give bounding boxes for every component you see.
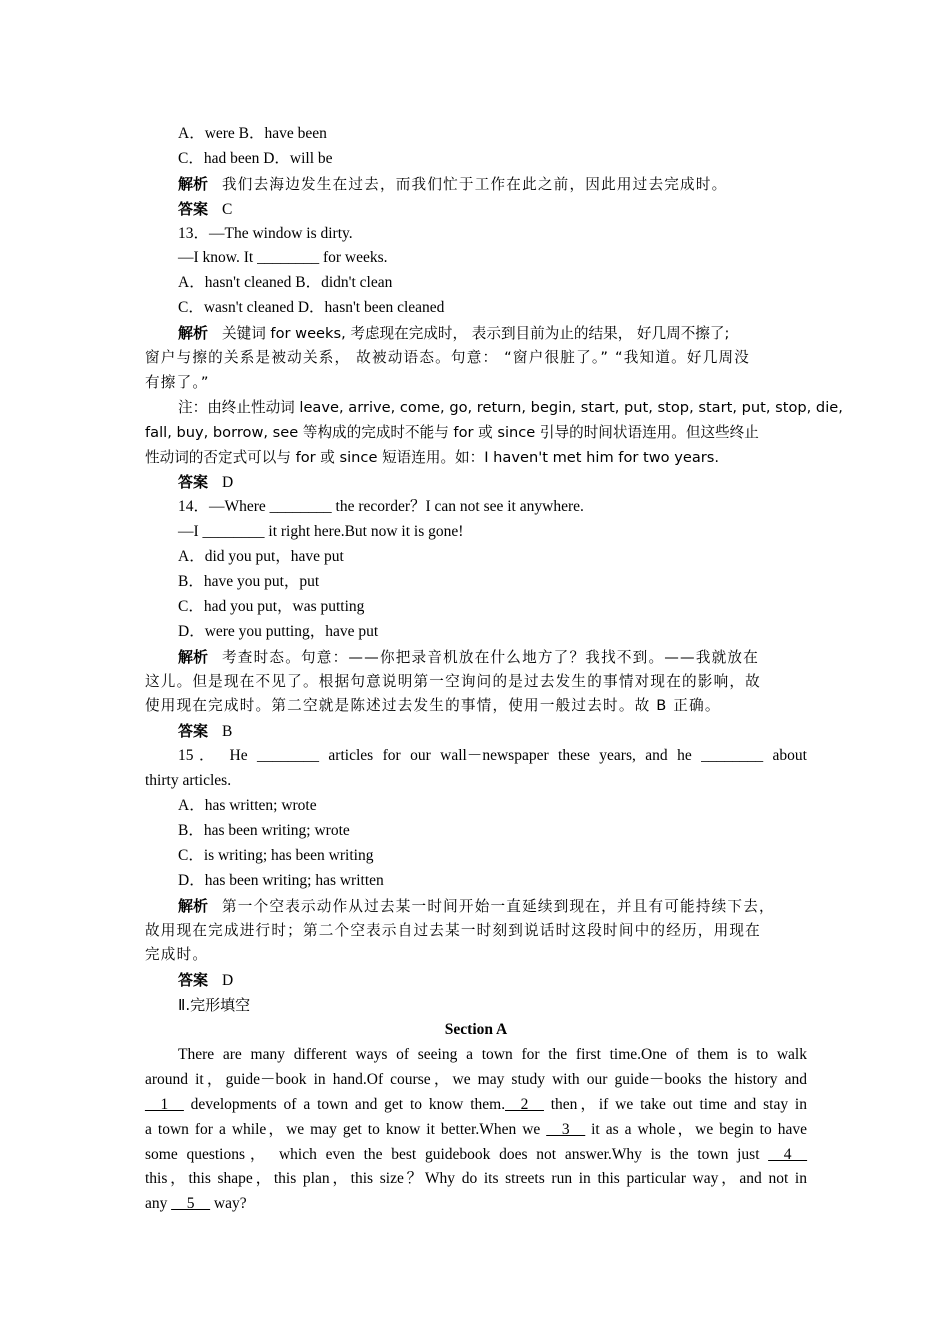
cloze-blank-3: __3__: [546, 1120, 586, 1138]
cloze-blank-2: __2__: [505, 1095, 544, 1113]
passage-line-3: [145, 1093, 807, 1118]
q13-explanation-line-2: 窗户与擦的关系是被动关系， 故被动语态。句意： “窗户很脏了。” “我知道。好几周没: [145, 349, 751, 367]
explanation-text: 考查时态。句意：——你把录音机放在什么地方了？我找不到。——我就放在: [222, 648, 760, 666]
q13-note-line-2: fall, buy, borrow, see 等构成的完成时不能与 for 或 since 引导的时间状语连用。但这些终止: [145, 423, 759, 441]
explanation-text: 我们去海边发生在过去，而我们忙于工作在此之前，因此用过去完成时。: [222, 175, 728, 193]
passage-line-4: [145, 1118, 807, 1143]
explanation-label: 解析: [178, 647, 209, 666]
q13-stem-line-1: 13．—The window is dirty.: [178, 224, 353, 242]
explanation-label: 解析: [178, 896, 209, 915]
answer-label: 答案: [178, 199, 209, 218]
passage-line-6: this，this shape，this plan，this size？Why do its streets run in this particular way，and not in: [145, 1170, 807, 1188]
q13-note-line-1: 注：由终止性动词 leave, arrive, come, go, return, begin, start, put, stop, start, put, stop, die,: [178, 398, 843, 416]
explanation-text: 第一个空表示动作从过去某一时间开始一直延续到现在，并且有可能持续下去，: [222, 897, 775, 915]
q13-options-cd: C．wasn't cleaned D．hasn't been cleaned: [178, 299, 445, 317]
q15-option-c: C．is writing; has been writing: [178, 846, 374, 864]
answer-value: D: [222, 474, 234, 492]
q15-explanation-line-1: [145, 894, 807, 919]
passage-line-7: [145, 1192, 807, 1217]
q15-option-a: A．has written; wrote: [178, 797, 317, 815]
q13-note-line-3: 性动词的否定式可以与 for 或 since 短语连用。如：I haven't met him for two years.: [145, 448, 720, 466]
passage-text: a town for a while，we may get to know it better.When we: [145, 1120, 547, 1138]
q14-option-d: D．were you putting，have put: [178, 622, 379, 640]
passage-text: any: [145, 1195, 172, 1213]
q13-options-ab: A．hasn't cleaned B．didn't clean: [178, 274, 393, 292]
explanation-label: 解析: [178, 324, 209, 343]
q15-explanation-line-2: 故用现在完成进行时；第二个空表示自过去某一时刻到说话时这段时间中的经历，用现在: [145, 921, 761, 939]
q14-option-b: B．have you put，put: [178, 573, 320, 591]
cloze-blank-5: __5__: [171, 1195, 211, 1213]
q13-explanation-line-3: 有擦了。”: [145, 373, 210, 391]
answer-value: C: [222, 200, 233, 218]
q14-stem-line-2: —I ________ it right here.But now it is gone!: [178, 523, 464, 541]
q14-option-c: C．had you put，was putting: [178, 597, 365, 615]
q14-explanation-line-2: 这儿。但是现在不见了。根据句意说明第一空询问的是过去发生的事情对现在的影响，故: [145, 672, 761, 690]
q12-answer: [145, 197, 807, 222]
cloze-blank-1: __1__: [145, 1095, 184, 1113]
q13-answer: [145, 470, 807, 495]
q14-explanation-line-3: 使用现在完成时。第二空就是陈述过去发生的事情，使用一般过去时。故 B 正确。: [145, 697, 721, 715]
explanation-text: 关键词 for weeks, 考虑现在完成时， 表示到目前为止的结果， 好几周不擦了;: [222, 325, 730, 343]
answer-label: 答案: [178, 473, 209, 492]
passage-text: it as a whole，we begin to have: [585, 1120, 808, 1138]
passage-line-1: There are many different ways of seeing a town for the first time.One of them is to walk: [178, 1045, 807, 1063]
document-page: [145, 122, 843, 1217]
explanation-label: 解析: [178, 174, 209, 193]
q13-stem-line-2: —I know. It ________ for weeks.: [178, 249, 388, 267]
q14-answer: [145, 719, 807, 744]
passage-text: way?: [210, 1195, 247, 1213]
q15-stem-line-2: thirty articles.: [145, 772, 232, 790]
q12-options-cd: C．had been D．will be: [178, 149, 333, 167]
answer-value: B: [222, 723, 233, 741]
q15-option-b: B．has been writing; wrote: [178, 821, 350, 839]
section-a-title: Section A: [444, 1021, 508, 1039]
answer-label: 答案: [178, 971, 209, 990]
passage-line-2: around it，guide－book in hand.Of course，we may study with our guide－books the history and: [145, 1070, 807, 1088]
q14-explanation-line-1: [145, 645, 807, 670]
q15-explanation-line-3: 完成时。: [145, 946, 209, 964]
passage-text: developments of a town and get to know them.: [183, 1095, 506, 1113]
section-heading-cloze: Ⅱ.完形填空: [178, 996, 251, 1015]
answer-value: D: [222, 972, 234, 990]
answer-label: 答案: [178, 722, 209, 741]
q12-options-ab: A．were B．have been: [178, 125, 327, 142]
q15-option-d: D．has been writing; has written: [178, 871, 384, 889]
q15-answer: [145, 968, 807, 993]
q14-option-a: A．did you put，have put: [178, 548, 344, 566]
q15-stem-line-1: 15． He ________ articles for our wall－newspaper these years, and he ________ about: [178, 747, 807, 765]
passage-text: then，if we take out time and stay in: [543, 1095, 807, 1113]
cloze-blank-4: __4__: [768, 1145, 807, 1163]
q12-explanation: [145, 172, 807, 197]
q14-stem-line-1: 14．—Where ________ the recorder？I can not see it anywhere.: [178, 498, 584, 516]
q13-explanation-line-1: [145, 321, 807, 346]
passage-line-5: [145, 1143, 807, 1168]
passage-text: some questions， which even the best guidebook does not answer.Why is the town just: [145, 1145, 769, 1163]
